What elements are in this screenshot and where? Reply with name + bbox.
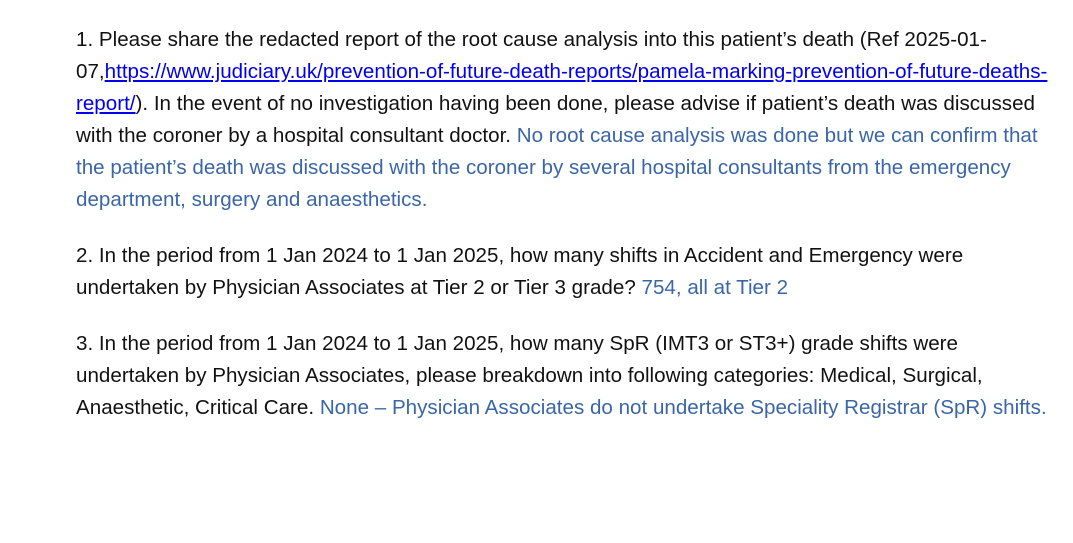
foi-response-document — [76, 24, 1056, 448]
question-1-paragraph — [76, 24, 1056, 216]
answer-2: 754, all at Tier 2 — [641, 276, 789, 299]
answer-3: None – Physician Associates do not undertake Speciality Registrar (SpR) shifts. — [319, 396, 1047, 419]
question-1-text-before-link: 1. Please share the redacted report of the root cause analysis into this patient’s death (Ref 2025-01-07, — [76, 28, 987, 83]
judiciary-report-link[interactable]: https://www.judiciary.uk/prevention-of-future-death-reports/pamela-marking-prevention-of-future-deaths-report/ — [76, 60, 1048, 115]
question-2-paragraph — [76, 240, 1056, 304]
question-2-text: 2. In the period from 1 Jan 2024 to 1 Jan 2025, how many shifts in Accident and Emergency were undertaken by Physician Associates at Tier 2 or Tier 3 grade? — [76, 244, 964, 299]
question-3-paragraph — [76, 328, 1056, 424]
question-1-text-after-link: ). In the event of no investigation having been done, please advise if patient’s death was discussed with the coroner by a hospital consultant doctor. — [76, 92, 1036, 147]
answer-1: No root cause analysis was done but we can confirm that the patient’s death was discussed with the coroner by several hospital consultants from the emergency department, surgery and anaesthetics. — [76, 124, 1038, 211]
question-3-text: 3. In the period from 1 Jan 2024 to 1 Jan 2025, how many SpR (IMT3 or ST3+) grade shifts were undertaken by Physician Associates, please breakdown into following categories: Medical, Surgical, Anaesthetic, Critical Care. — [76, 332, 983, 419]
